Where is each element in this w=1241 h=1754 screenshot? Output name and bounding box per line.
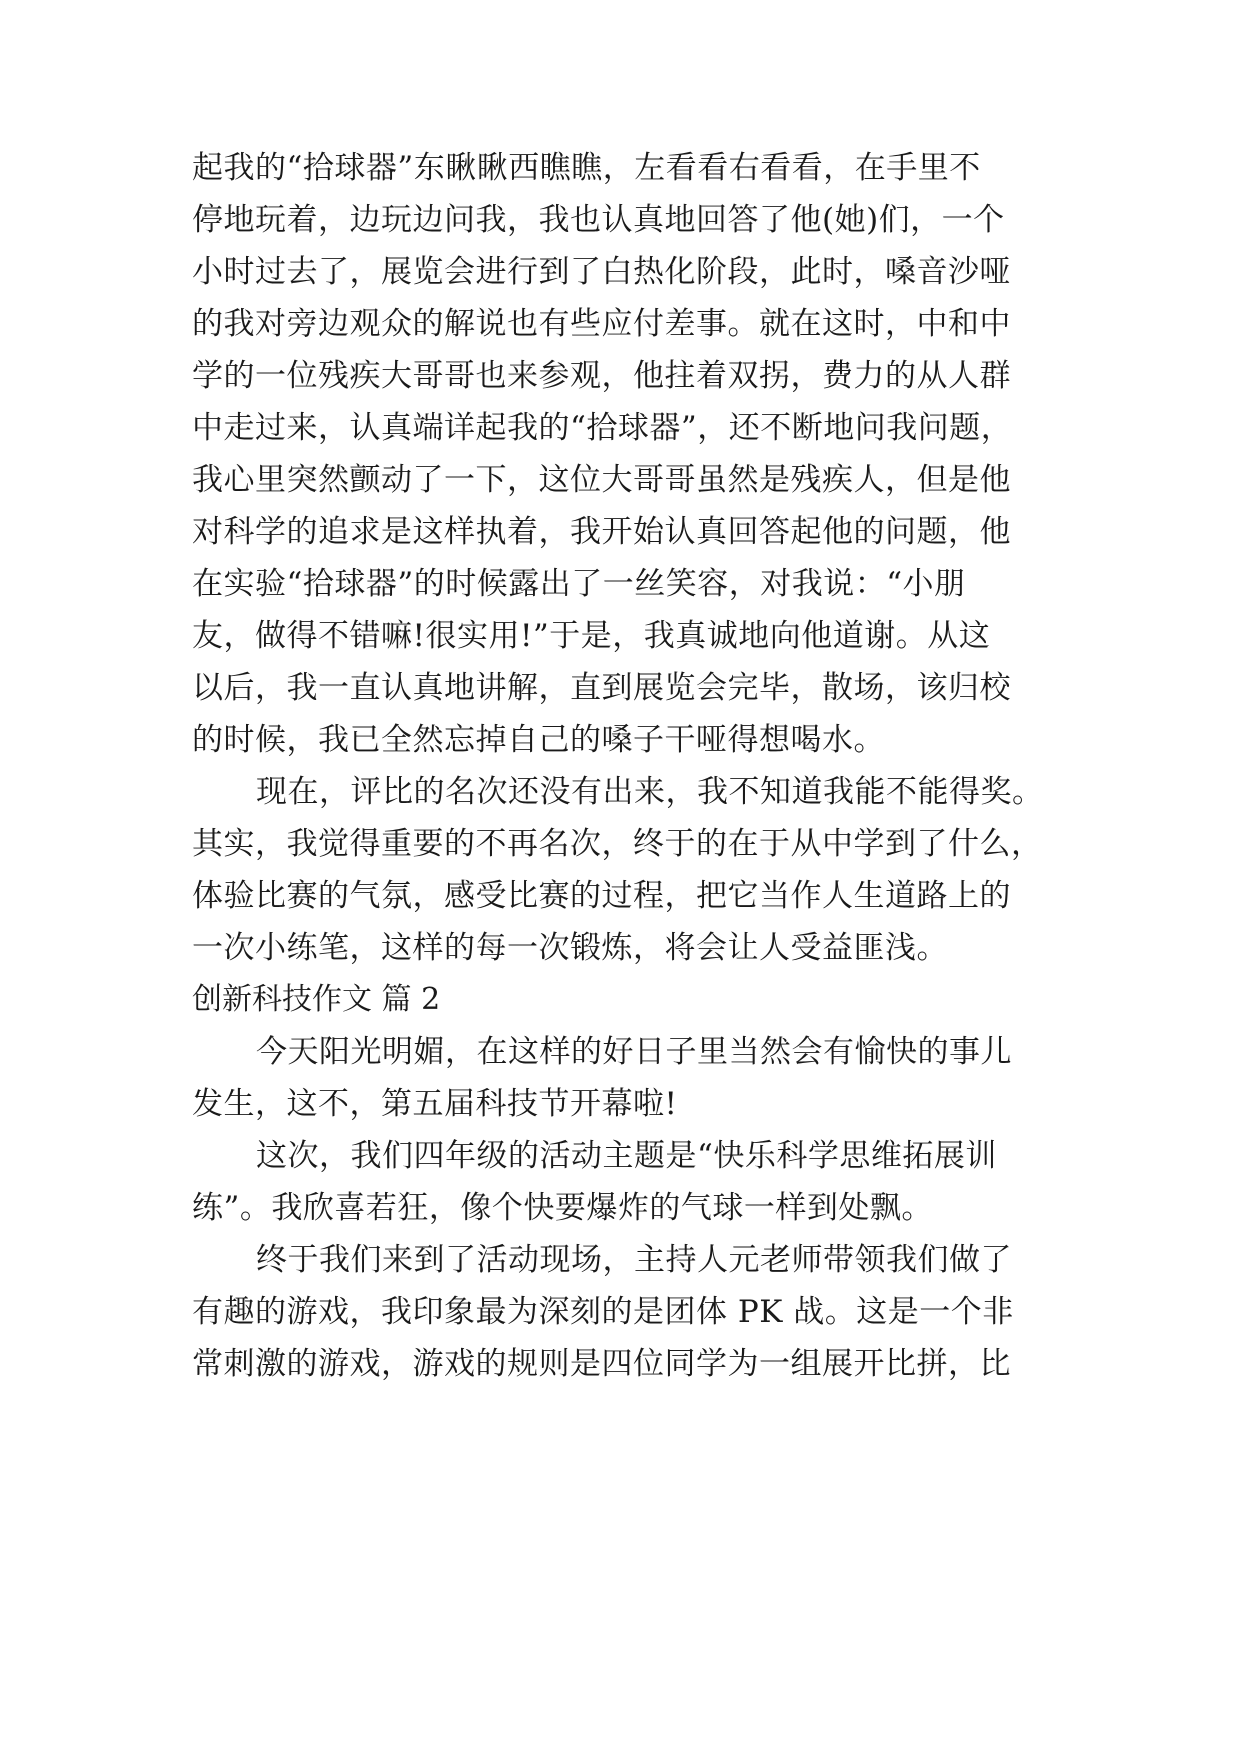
- paragraph-2-line: 一次小练笔，这样的每一次锻炼，将会让人受益匪浅。: [192, 930, 948, 966]
- paragraph-1-line: 的时候，我已全然忘掉自己的嗓子干哑得想喝水。: [192, 722, 885, 758]
- paragraph-1-line: 中走过来，认真端详起我的“拾球器”，还不断地问我问题，: [192, 410, 1013, 446]
- paragraph-1-line: 小时过去了，展览会进行到了白热化阶段，此时，嗓音沙哑: [192, 254, 1011, 290]
- paragraph-5-line: 终于我们来到了活动现场，主持人元老师带领我们做了: [256, 1242, 1012, 1278]
- paragraph-1-line: 在实验“拾球器”的时候露出了一丝笑容，对我说：“小朋: [192, 566, 966, 602]
- paragraph-1-line: 友，做得不错嘛!很实用!”于是，我真诚地向他道谢。从这: [192, 618, 991, 654]
- paragraph-5-line: 有趣的游戏，我印象最为深刻的是团体 PK 战。这是一个非: [192, 1294, 1014, 1330]
- paragraph-2-line: 现在，评比的名次还没有出来，我不知道我能不能得奖。: [256, 774, 1044, 810]
- paragraph-3-line: 今天阳光明媚，在这样的好日子里当然会有愉快的事儿: [256, 1034, 1012, 1070]
- paragraph-3-line: 发生，这不，第五届科技节开幕啦!: [192, 1086, 678, 1122]
- paragraph-1-line: 停地玩着，边玩边问我，我也认真地回答了他(她)们，一个: [192, 202, 1005, 238]
- paragraph-1-line: 以后，我一直认真地讲解，直到展览会完毕，散场，该归校: [192, 670, 1011, 706]
- paragraph-1-line: 的我对旁边观众的解说也有些应付差事。就在这时，中和中: [192, 306, 1011, 342]
- paragraph-2-line: 其实，我觉得重要的不再名次，终于的在于从中学到了什么，: [192, 826, 1043, 862]
- paragraph-2-line: 体验比赛的气氛，感受比赛的过程，把它当作人生道路上的: [192, 878, 1011, 914]
- paragraph-1-line: 我心里突然颤动了一下，这位大哥哥虽然是残疾人，但是他: [192, 462, 1011, 498]
- paragraph-4-line: 这次，我们四年级的活动主题是“快乐科学思维拓展训: [256, 1138, 997, 1174]
- paragraph-5-line: 常刺激的游戏，游戏的规则是四位同学为一组展开比拼，比: [192, 1346, 1011, 1382]
- paragraph-1-line: 起我的“拾球器”东瞅瞅西瞧瞧，左看看右看看，在手里不: [192, 150, 981, 186]
- paragraph-4-line: 练”。我欣喜若狂，像个快要爆炸的气球一样到处飘。: [192, 1190, 933, 1226]
- section-heading: 创新科技作文 篇 2: [192, 982, 441, 1017]
- paragraph-1-line: 对科学的追求是这样执着，我开始认真回答起他的问题，他: [192, 514, 1011, 550]
- paragraph-1-line: 学的一位残疾大哥哥也来参观，他拄着双拐，费力的从人群: [192, 358, 1011, 394]
